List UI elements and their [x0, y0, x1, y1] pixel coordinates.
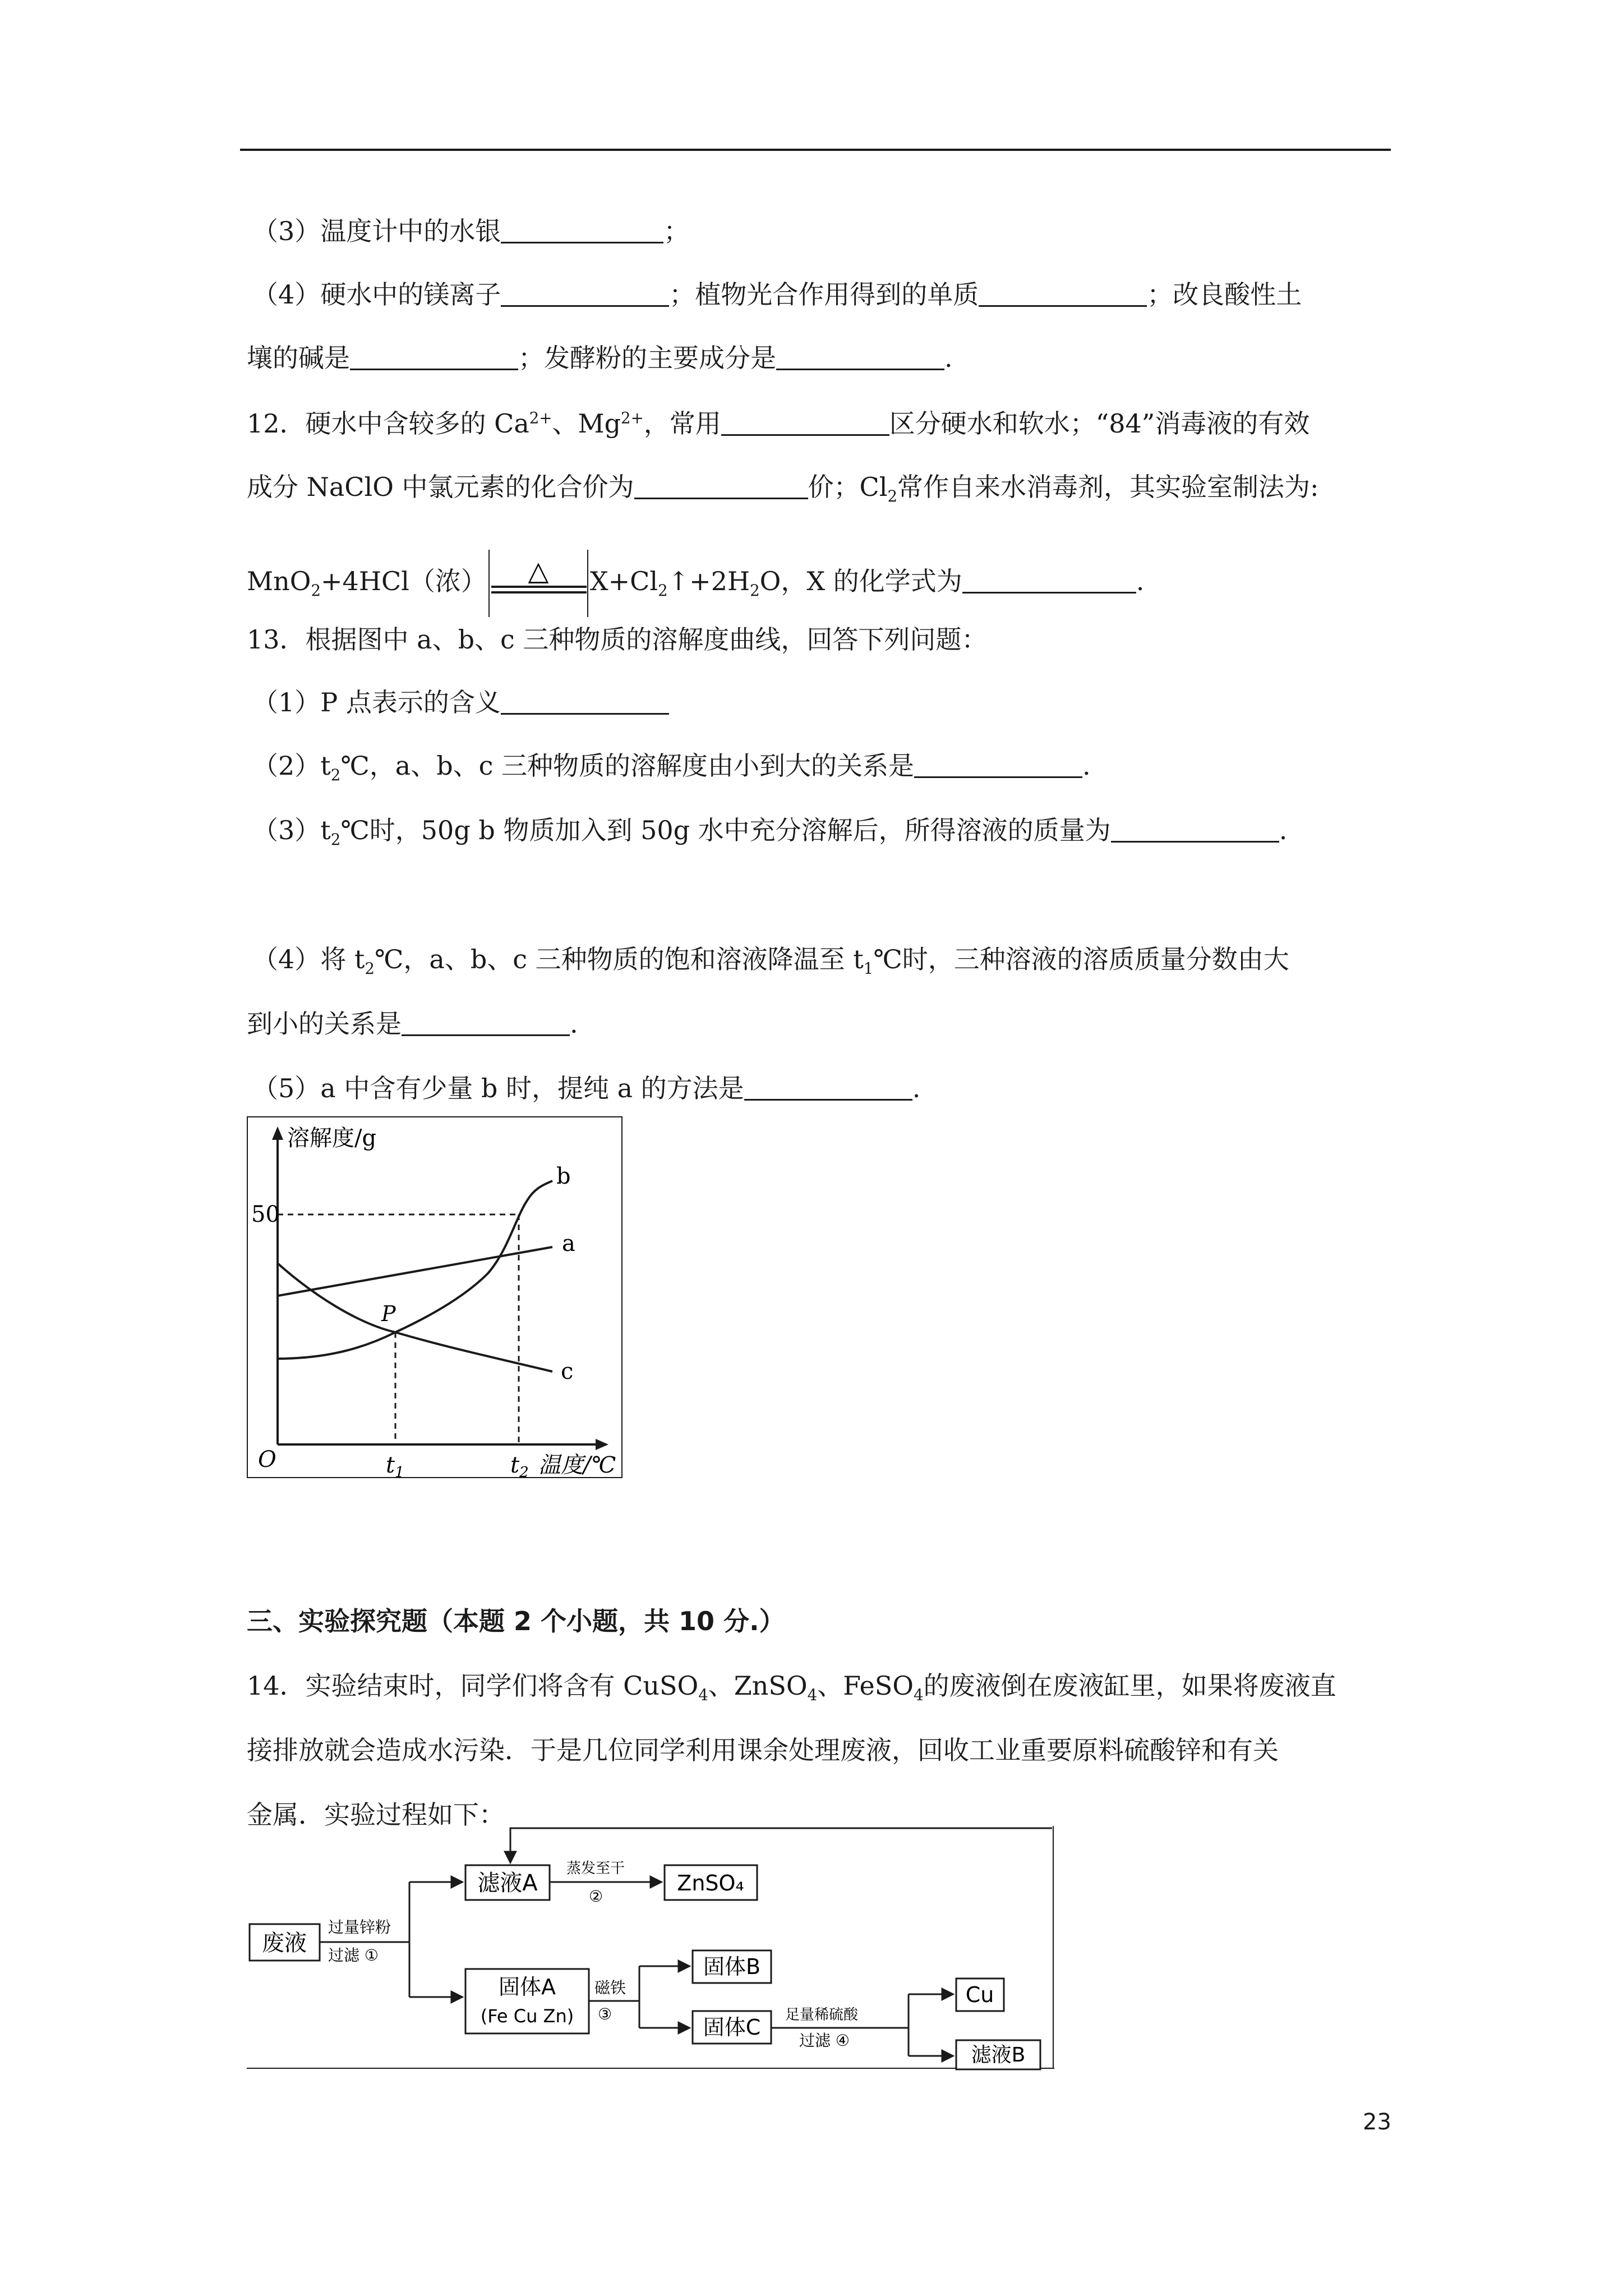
q11-line-5: 壤的碱是 ；发酵粉的主要成分是 .: [247, 343, 953, 373]
step3-bottom-label: ③: [598, 2005, 612, 2023]
step2-bottom-label: ②: [589, 1887, 603, 1906]
q14-line-3: 金属．实验过程如下：: [247, 1800, 505, 1830]
heating-arrow-icon: [488, 550, 589, 617]
node-solid-b-label: 固体B: [703, 1954, 761, 1979]
header-rule: [240, 149, 1391, 151]
delta-symbol: △: [528, 555, 549, 587]
section-heading: 三、实验探究题（本题 2 个小题，共 10 分.）: [247, 1606, 785, 1636]
y-tick-50: 50: [251, 1202, 280, 1227]
q13-stem: 13．根据图中 a、b、c 三种物质的溶解度曲线，回答下列问题：: [247, 624, 988, 655]
solubility-curve-chart: [247, 1116, 623, 1478]
node-solid-c-label: 固体C: [703, 2015, 761, 2040]
q13-part-3: $(3)t_2℃$时，50g b 物质加入到 50g 水中充分溶解后，所得溶液的质量为 .: [252, 815, 1288, 849]
q12-line-2: 成分 NaClO 中氯元素的化合价为 价；$Cl_2$常作自来水消毒剂，其实验室制法为:: [247, 472, 1319, 506]
step4-top-label: 足量稀硫酸: [785, 2007, 859, 2023]
answer-blank[interactable]: [776, 344, 944, 370]
answer-blank[interactable]: [979, 280, 1147, 307]
answer-blank[interactable]: [962, 567, 1136, 593]
step2-top-label: 蒸发至干: [566, 1860, 625, 1877]
answer-blank[interactable]: [744, 1074, 912, 1101]
answer-blank[interactable]: [721, 409, 889, 436]
x-axis-label: 温度/℃: [538, 1452, 616, 1478]
node-cu-label: Cu: [965, 1982, 994, 2007]
q13-part-4-cont: 到小的关系是 .: [247, 1009, 578, 1039]
step4-bottom-label: 过滤 ④: [799, 2031, 850, 2050]
x-tick-t1: $t_1$: [386, 1452, 404, 1478]
step1-top-label: 过量锌粉: [328, 1918, 391, 1936]
answer-blank[interactable]: [634, 473, 808, 499]
step3-top-label: 磁铁: [594, 1978, 626, 1997]
node-znso4-label: ZnSO₄: [677, 1871, 744, 1895]
y-axis-label: 溶解度/g: [287, 1125, 377, 1151]
page-number: 23: [1363, 2109, 1391, 2135]
edge-recycle: [510, 1828, 1052, 1863]
origin-label: O: [258, 1447, 276, 1473]
node-filtrate-a-label: 滤液A: [477, 1870, 538, 1896]
node-filtrate-b-label: 滤液B: [971, 2044, 1026, 2067]
q12-line-1: 12．硬水中含较多的 $Ca^{2+}$、$Mg^{2+}$，常用 区分硬水和软水；“84”消毒液的有效: [247, 408, 1310, 439]
q13-part-5: （5）a 中含有少量 b 时，提纯 a 的方法是 .: [252, 1073, 921, 1103]
series-a-label: a: [562, 1231, 575, 1257]
reaction-condition-box: [488, 550, 589, 617]
answer-blank[interactable]: [1111, 816, 1279, 843]
q13-part-4: （4）将 $t_2℃$，a、b、c 三种物质的饱和溶液降温至 $t_1℃$时，三种溶液的溶质质量分数由大: [252, 944, 1289, 978]
q14-line-2: 接排放就会造成水污染．于是几位同学利用课余处理废液，回收工业重要原料硫酸锌和有关: [247, 1735, 1279, 1765]
q13-part-2: $(2)t_2℃$，a、b、c 三种物质的溶解度由小到大的关系是 .: [252, 751, 1091, 785]
answer-blank[interactable]: [501, 688, 669, 715]
series-c-label: c: [561, 1359, 574, 1384]
answer-blank[interactable]: [914, 752, 1082, 778]
answer-blank[interactable]: [350, 344, 518, 370]
answer-blank[interactable]: [402, 1010, 570, 1036]
answer-blank[interactable]: [501, 217, 663, 243]
node-waste-label: 废液: [262, 1930, 307, 1956]
q13-part-1: （1）P 点表示的含义: [252, 685, 669, 719]
node-solid-a-label: 固体A: [499, 1975, 556, 1999]
process-flow-diagram: [247, 1826, 1054, 2073]
node-solid-a-metals: (Fe Cu Zn): [480, 2005, 574, 2027]
series-b-label: b: [556, 1163, 571, 1189]
step1-bottom-label: 过滤 ①: [328, 1946, 379, 1964]
q12-line-3: MnO$_2$+4HCl（浓） △ $X+Cl_2↑+2H_2O$，X 的化学式为 .: [247, 550, 1144, 617]
q14-line-1: 14．实验结束时，同学们将含有 CuSO$_4$、ZnSO$_4$、FeSO$_4$的废液倒在废液缸里，如果将废液直: [247, 1671, 1336, 1705]
q11-line-4: （4）硬水中的镁离子 ；植物光合作用得到的单质 ；改良酸性土: [252, 279, 1302, 310]
q11-line-3: （3）温度计中的水银 ；: [252, 216, 690, 246]
point-p-label: P: [381, 1301, 396, 1326]
x-tick-t2: $t_2$: [510, 1452, 529, 1478]
answer-blank[interactable]: [501, 280, 669, 307]
